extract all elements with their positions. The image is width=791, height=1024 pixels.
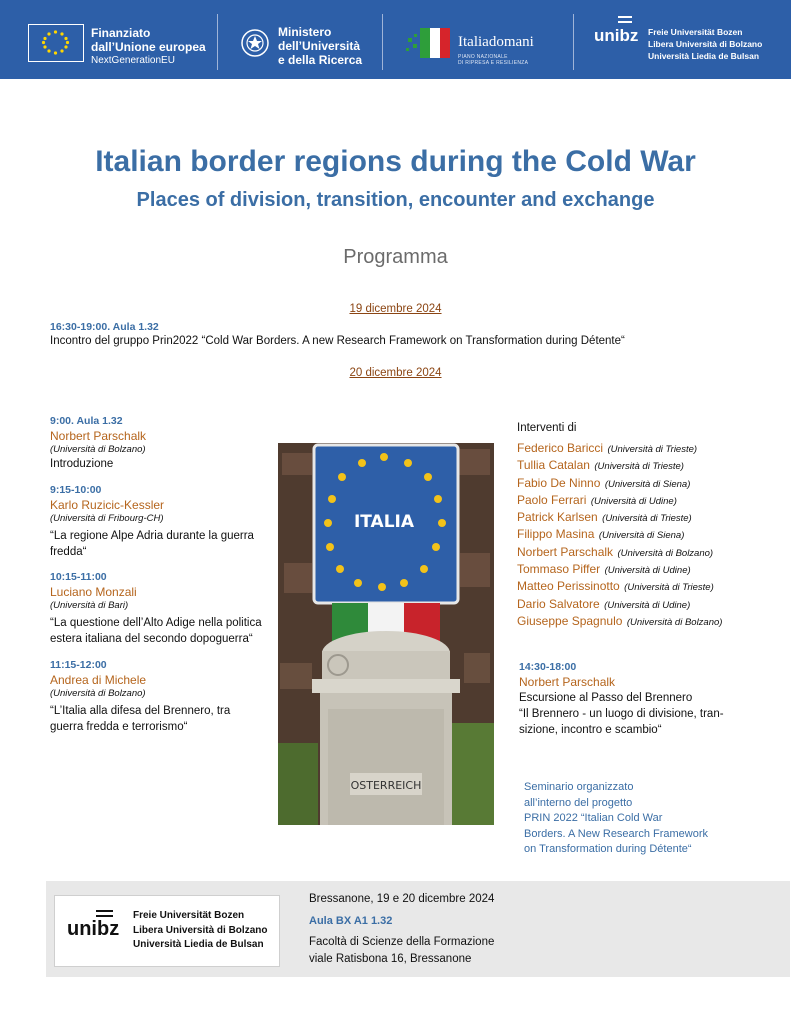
session-description: Incontro del gruppo Prin2022 “Cold War Borders. A new Research Framework on Transformation during Détente“: [50, 335, 625, 347]
sign-text: ITALIA: [353, 512, 415, 532]
list-item: Matteo Perissinotto (Università di Trieste): [517, 579, 714, 594]
session-topic-line1: “La regione Alpe Adria durante la guerra: [50, 530, 254, 542]
border-sign-photo: [278, 443, 494, 825]
session-topic-line1: “L’Italia alla difesa del Brennero, tra: [50, 705, 231, 717]
unibz-logo: unibz: [594, 26, 638, 46]
stone-text: OSTERREICH: [350, 779, 422, 792]
banner-divider: [217, 14, 218, 70]
speaker-name: Andrea di Michele: [50, 673, 147, 687]
excursion-session: [519, 661, 724, 738]
italiadomani-logo-icon: [404, 24, 452, 64]
interventi-list: [517, 439, 722, 629]
session-time: 9:15-10:00: [50, 484, 102, 496]
list-item: Tommaso Piffer (Università di Udine): [517, 562, 691, 577]
footer-unibz-logo: unibz Freie Universität Bozen Libera Università di Bolzano Università Liedia de Bulsan: [54, 895, 280, 967]
excursion-line1: Escursione al Passo del Brennero: [519, 692, 693, 704]
ministry-text: Ministero dell’Università e della Ricerca: [278, 25, 363, 67]
list-item: Patrick Karlsen (Università di Trieste): [517, 510, 692, 525]
speaker-name: Norbert Parschalk: [50, 429, 147, 443]
eu-flag-icon: [28, 24, 84, 62]
header-banner: [0, 0, 791, 79]
session-topic-line1: “La questione dell’Alto Adige nella politica: [50, 617, 262, 629]
excursion-line2: “Il Brennero - un luogo di divisione, tran-: [519, 708, 724, 720]
eu-funding-text: Finanziato dall’Unione europea NextGenerationEU: [91, 26, 206, 66]
footer-aula: Aula BX A1 1.32: [309, 914, 393, 927]
list-item: Fabio De Ninno (Università di Siena): [517, 475, 691, 490]
footer-address: viale Ratisbona 16, Bressanone: [309, 952, 472, 965]
session-2: [50, 484, 254, 560]
list-item: Federico Baricci (Università di Trieste): [517, 441, 698, 455]
speaker-affiliation: (Università di Bolzano): [50, 688, 146, 699]
session-topic-line2: estera italiana del secondo dopoguerra“: [50, 633, 253, 645]
italiadomani-subtext: PIANO NAZIONALE DI RIPRESA E RESILIENZA: [458, 54, 529, 66]
session-time: 16:30-19:00. Aula 1.32: [50, 321, 159, 333]
banner-divider: [573, 14, 574, 70]
list-item: Filippo Masina (Università di Siena): [517, 527, 685, 542]
day2-date: 20 dicembre 2024: [349, 367, 442, 379]
list-item: Dario Salvatore (Università di Udine): [517, 596, 691, 611]
session-4: [50, 659, 230, 735]
session-time: 11:15-12:00: [50, 659, 107, 671]
session-topic: Introduzione: [50, 458, 114, 470]
day1-date: 19 dicembre 2024: [349, 303, 442, 315]
list-item: Norbert Parschalk (Università di Bolzano): [517, 544, 714, 559]
speaker-name: Luciano Monzali: [50, 585, 137, 599]
speaker-affiliation: (Università di Bari): [50, 600, 129, 611]
banner-divider: [382, 14, 383, 70]
speaker-name: Norbert Parschalk: [519, 675, 616, 689]
speaker-name: Karlo Ruzicic-Kessler: [50, 498, 165, 512]
list-item: Paolo Ferrari (Università di Udine): [517, 492, 677, 507]
unibz-name-text: Freie Universität Bozen Libera Università di Bolzano Università Liedia de Bulsan: [648, 27, 763, 61]
programma-heading: Programma: [343, 246, 448, 268]
footer-place-date: Bressanone, 19 e 20 dicembre 2024: [309, 893, 495, 905]
speaker-affiliation: (Università di Fribourg-CH): [50, 513, 164, 524]
day1-session: [50, 321, 625, 347]
list-item: Giuseppe Spagnulo (Università di Bolzano): [517, 613, 723, 628]
session-3: [50, 571, 262, 647]
interventi-heading: Interventi di: [517, 422, 577, 434]
session-topic-line2: guerra fredda e terrorismo“: [50, 721, 188, 733]
republic-emblem-icon: [239, 26, 271, 62]
italiadomani-text: Italiadomani: [458, 34, 534, 50]
session-time: 9:00. Aula 1.32: [50, 415, 123, 427]
session-topic-line2: fredda“: [50, 546, 87, 558]
excursion-line3: sizione, incontro e scambio“: [519, 724, 662, 736]
list-item: Tullia Catalan (Università di Trieste): [517, 458, 684, 473]
session-1: [50, 415, 146, 472]
page-subtitle: Places of division, transition, encounter and exchange: [136, 189, 655, 211]
seminario-note: Seminario organizzato all’interno del progetto PRIN 2022 “Italian Cold War Borders. A New Research Framework on Transformation during Détente“: [524, 781, 709, 855]
page-title: Italian border regions during the Cold War: [95, 145, 696, 178]
speaker-affiliation: (Università di Bolzano): [50, 444, 146, 455]
session-time: 14:30-18:00: [519, 661, 577, 673]
footer-event-info: [309, 889, 494, 970]
footer-faculty: Facoltà di Scienze della Formazione: [309, 936, 495, 948]
session-time: 10:15-11:00: [50, 571, 107, 583]
